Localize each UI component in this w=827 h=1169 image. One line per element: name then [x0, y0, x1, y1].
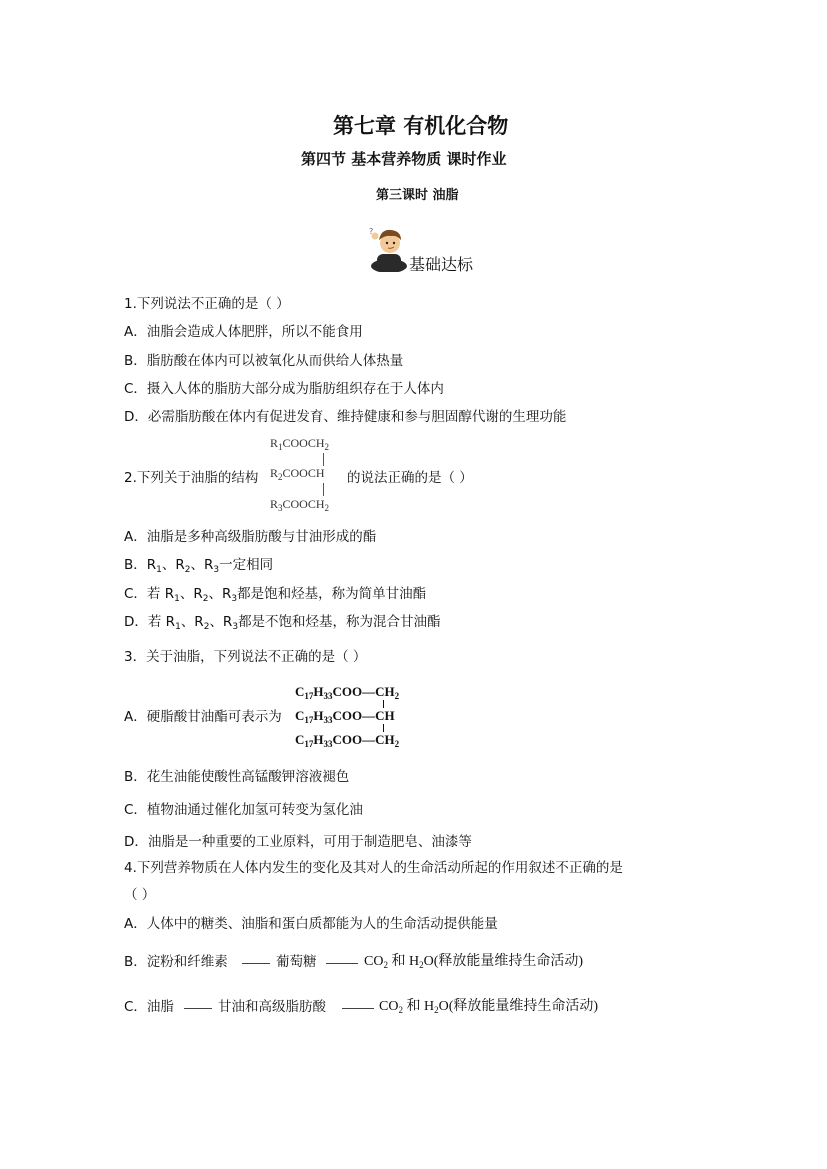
stearin-line-1: $C_{17}H_{33}COO—CH_2$	[295, 684, 400, 701]
q3-stem: 3．关于油脂，下列说法不正确的是（ ）	[124, 649, 367, 665]
lesson-title: 第三课时 油脂	[376, 188, 459, 203]
stearin-line-2: $C_{17}H_{33}COO—CH$	[295, 708, 395, 725]
q2-stem-pre: 2.下列关于油脂的结构	[124, 470, 259, 486]
q2-stem-post: 的说法正确的是（ ）	[347, 470, 473, 486]
q4-option-b-product: $CO_2$ 和 $H_2O$(释放能量维持生命活动)	[364, 954, 584, 970]
stearin-line-3: $C_{17}H_{33}COO—CH_2$	[295, 732, 400, 749]
q4-stem: 4.下列营养物质在人体内发生的变化及其对人的生命活动所起的作用叙述不正确的是	[124, 860, 623, 876]
q1-stem: 1.下列说法不正确的是（ ）	[124, 296, 290, 312]
banner	[367, 226, 497, 274]
q3-option-c: C．植物油通过催化加氢可转变为氢化油	[124, 802, 363, 818]
q4-option-c-label: C．油脂	[124, 999, 174, 1015]
formula-bond-2	[323, 483, 324, 496]
q2-option-a: A．油脂是多种高级脂肪酸与甘油形成的酯	[124, 529, 377, 545]
stearin-bond-2	[383, 724, 384, 732]
q2-option-d: D．若 $R_1$、$R_2$、$R_3$都是不饱和烃基，称为混合甘油酯	[124, 614, 441, 632]
q1-option-d: D．必需脂肪酸在体内有促进发育、维持健康和参与胆固醇代谢的生理功能	[124, 409, 567, 425]
banner-label: 基础达标	[409, 255, 474, 274]
formula-line-3: $R_3COOCH_2$	[270, 497, 330, 513]
q4-option-b-label: B．淀粉和纤维素	[124, 954, 228, 970]
formula-line-1: $R_1COOCH_2$	[270, 436, 330, 452]
q3-stearin-formula	[295, 684, 415, 754]
q4-option-b-mid: 葡萄糖	[276, 954, 317, 970]
q3-option-d: D．油脂是一种重要的工业原料，可用于制造肥皂、油漆等	[124, 834, 472, 850]
thinking-student-icon	[367, 226, 411, 272]
q4-c-arrow-1	[184, 1008, 212, 1009]
q4-option-a: A．人体中的糖类、油脂和蛋白质都能为人的生命活动提供能量	[124, 916, 498, 932]
formula-bond-1	[323, 453, 324, 466]
q1-option-a: A．油脂会造成人体肥胖，所以不能食用	[124, 324, 363, 340]
q1-option-b: B．脂肪酸在体内可以被氧化从而供给人体热量	[124, 353, 404, 369]
q4-option-c-mid: 甘油和高级脂肪酸	[218, 999, 326, 1015]
q2-option-b: B．$R_1$、$R_2$、$R_3$一定相同	[124, 557, 274, 575]
q1-option-c: C．摄入人体的脂肪大部分成为脂肪组织存在于人体内	[124, 381, 444, 397]
formula-line-2: $R_2COOCH$	[270, 466, 325, 482]
chapter-title: 第七章 有机化合物	[333, 113, 509, 138]
q4-b-arrow-1	[242, 963, 270, 964]
stearin-bond-1	[383, 700, 384, 708]
q4-stem-paren: （ ）	[124, 887, 156, 903]
q2-option-c: C．若 $R_1$、$R_2$、$R_3$都是饱和烃基，称为简单甘油酯	[124, 586, 427, 604]
q3-option-b: B．花生油能使酸性高锰酸钾溶液褪色	[124, 769, 350, 785]
q3-option-a-pre: A．硬脂酸甘油酯可表示为	[124, 709, 282, 725]
svg-text:?: ?	[369, 227, 374, 236]
q4-b-arrow-2	[326, 963, 358, 964]
q4-c-arrow-2	[342, 1008, 374, 1009]
q4-option-c-product: $CO_2$ 和 $H_2O$(释放能量维持生命活动)	[379, 999, 599, 1015]
q2-triglyceride-formula	[270, 436, 350, 516]
section-title: 第四节 基本营养物质 课时作业	[301, 150, 507, 168]
